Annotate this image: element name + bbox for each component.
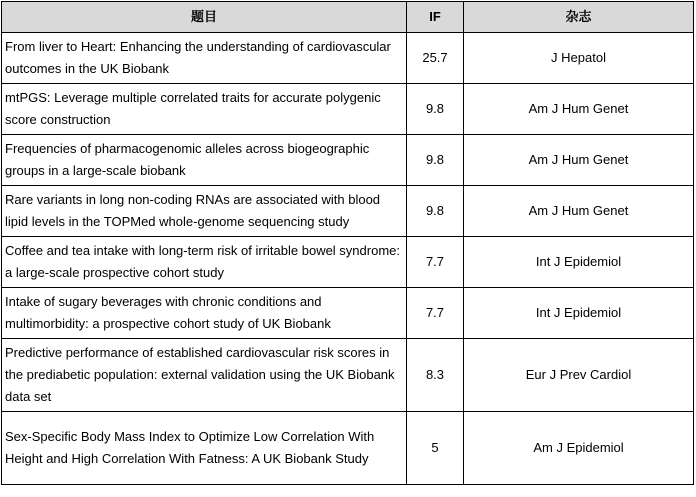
title-column-header: 题目 xyxy=(2,2,407,33)
if-column-header: IF xyxy=(407,2,464,33)
papers-table xyxy=(1,1,694,485)
impact-factor: 9.8 xyxy=(407,84,464,135)
impact-factor: 7.7 xyxy=(407,288,464,339)
impact-factor: 7.7 xyxy=(407,237,464,288)
paper-title: From liver to Heart: Enhancing the understanding of cardiovascular outcomes in the UK Biobank xyxy=(2,33,407,84)
impact-factor: 9.8 xyxy=(407,135,464,186)
impact-factor: 9.8 xyxy=(407,186,464,237)
journal-name: Am J Hum Genet xyxy=(464,84,694,135)
impact-factor: 25.7 xyxy=(407,33,464,84)
paper-title: mtPGS: Leverage multiple correlated traits for accurate polygenic score construction xyxy=(2,84,407,135)
journal-name: J Hepatol xyxy=(464,33,694,84)
impact-factor: 8.3 xyxy=(407,339,464,412)
paper-title: Predictive performance of established cardiovascular risk scores in the prediabetic population: external validation using the UK Biobank data set xyxy=(2,339,407,412)
paper-title: Coffee and tea intake with long-term risk of irritable bowel syndrome: a large-scale prospective cohort study xyxy=(2,237,407,288)
table-row xyxy=(2,237,694,288)
journal-name: Am J Epidemiol xyxy=(464,412,694,485)
table-row xyxy=(2,84,694,135)
journal-name: Am J Hum Genet xyxy=(464,186,694,237)
table-row xyxy=(2,412,694,485)
table-row xyxy=(2,186,694,237)
table-row xyxy=(2,288,694,339)
table-row xyxy=(2,33,694,84)
paper-title: Sex-Specific Body Mass Index to Optimize Low Correlation With Height and High Correlation With Fatness: A UK Biobank Study xyxy=(2,412,407,485)
journal-column-header: 杂志 xyxy=(464,2,694,33)
journal-name: Int J Epidemiol xyxy=(464,237,694,288)
table-row xyxy=(2,339,694,412)
paper-title: Intake of sugary beverages with chronic conditions and multimorbidity: a prospective cohort study of UK Biobank xyxy=(2,288,407,339)
journal-name: Int J Epidemiol xyxy=(464,288,694,339)
impact-factor: 5 xyxy=(407,412,464,485)
journal-name: Am J Hum Genet xyxy=(464,135,694,186)
journal-name: Eur J Prev Cardiol xyxy=(464,339,694,412)
paper-title: Frequencies of pharmacogenomic alleles across biogeographic groups in a large-scale biobank xyxy=(2,135,407,186)
header-row xyxy=(2,2,694,33)
paper-title: Rare variants in long non-coding RNAs are associated with blood lipid levels in the TOPMed whole-genome sequencing study xyxy=(2,186,407,237)
table-row xyxy=(2,135,694,186)
